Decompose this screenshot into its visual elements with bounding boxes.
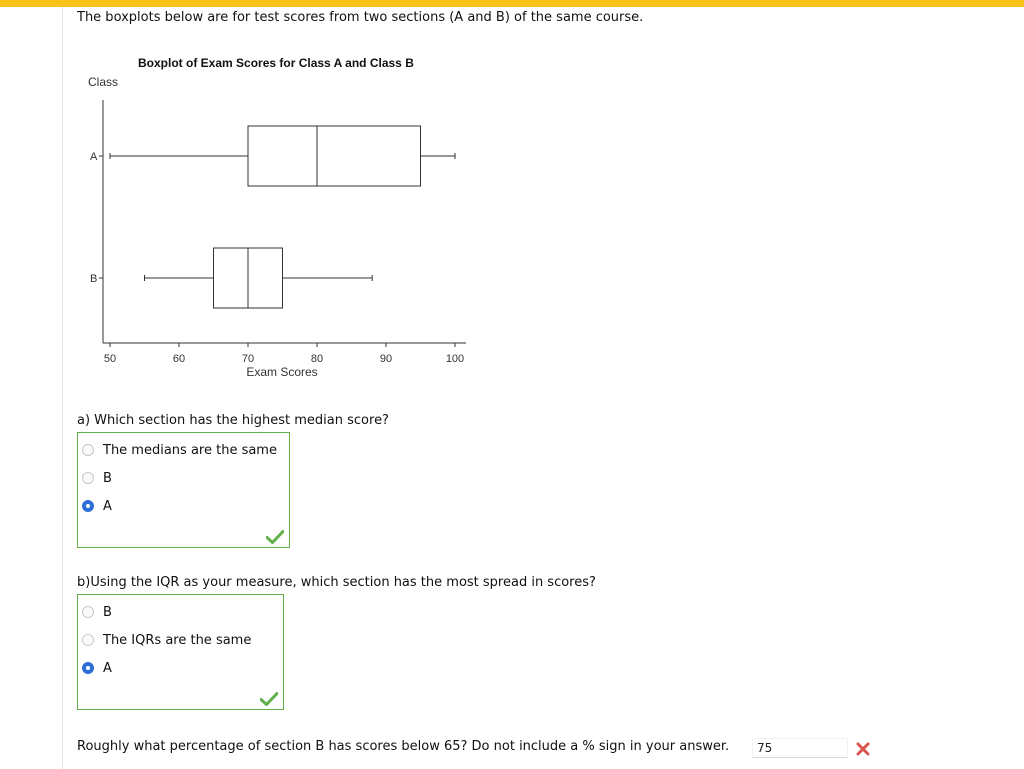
x-tick-label-80: 80 <box>310 353 324 365</box>
top-accent-bar <box>0 0 1024 7</box>
chart-title: Boxplot of Exam Scores for Class A and Class B <box>138 56 414 70</box>
question-a-options <box>77 432 290 548</box>
radio-a-1[interactable] <box>82 472 94 484</box>
option-b-0[interactable] <box>82 604 112 620</box>
boxplot-B <box>145 248 373 308</box>
option-b-1[interactable] <box>82 632 251 648</box>
y-tick-label-A: A <box>90 151 98 163</box>
x-tick-label-50: 50 <box>103 353 117 365</box>
boxes <box>110 126 455 308</box>
boxplot-chart <box>70 45 490 385</box>
iqr-box-A <box>248 126 421 186</box>
answer-input[interactable] <box>752 738 848 758</box>
option-b-2-label: A <box>103 660 112 676</box>
y-axis-label: Class <box>88 75 119 89</box>
left-divider <box>62 7 63 769</box>
question-b-options <box>77 594 284 710</box>
x-tick-label-90: 90 <box>379 353 393 365</box>
radio-b-0[interactable] <box>82 606 94 618</box>
option-b-0-label: B <box>103 604 112 620</box>
option-b-2[interactable] <box>82 660 112 676</box>
option-a-2[interactable] <box>82 498 112 514</box>
x-ticks <box>104 343 464 365</box>
boxplot-A <box>110 126 455 186</box>
intro-text: The boxplots below are for test scores from two sections (A and B) of the same course. <box>77 10 644 25</box>
radio-a-2[interactable] <box>82 500 94 512</box>
x-tick-label-100: 100 <box>445 353 465 365</box>
radio-a-0[interactable] <box>82 444 94 456</box>
radio-b-1[interactable] <box>82 634 94 646</box>
question-b-text: b)Using the IQR as your measure, which section has the most spread in scores? <box>77 575 596 590</box>
question-a-text: a) Which section has the highest median score? <box>77 413 389 428</box>
y-categories <box>90 151 103 285</box>
option-a-1-label: B <box>103 470 112 486</box>
option-a-2-label: A <box>103 498 112 514</box>
option-a-0[interactable] <box>82 442 277 458</box>
x-tick-label-60: 60 <box>172 353 186 365</box>
correct-check-icon <box>260 692 278 706</box>
correct-check-icon <box>266 530 284 544</box>
option-a-1[interactable] <box>82 470 112 486</box>
y-tick-label-B: B <box>90 273 98 285</box>
radio-b-2[interactable] <box>82 662 94 674</box>
x-tick-label-70: 70 <box>241 353 255 365</box>
option-b-1-label: The IQRs are the same <box>103 632 252 648</box>
question-c-text: Roughly what percentage of section B has scores below 65? Do not include a % sign in your answer. <box>77 739 730 754</box>
option-a-0-label: The medians are the same <box>103 442 277 458</box>
incorrect-x-icon <box>856 742 870 756</box>
x-axis-label: Exam Scores <box>246 365 318 379</box>
